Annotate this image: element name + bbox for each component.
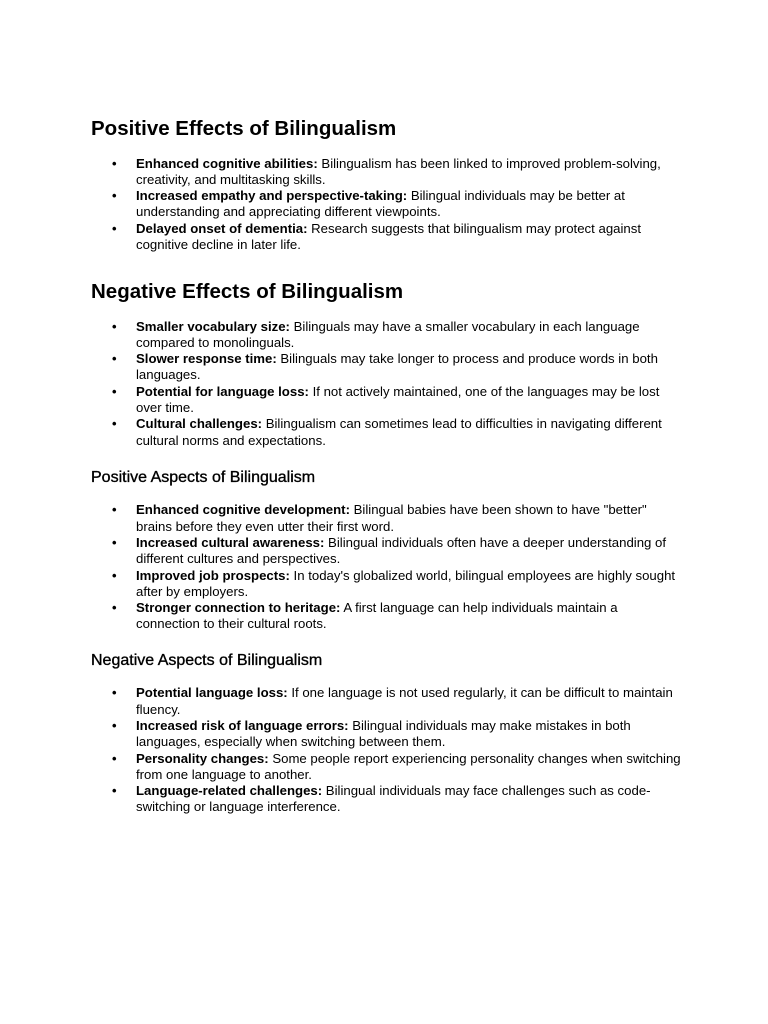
item-text: Bilingual individuals may be better at understanding and appreciating different viewpoints. bbox=[136, 188, 625, 220]
item-text: In today's globalized world, bilingual employees are highly sought after by employers. bbox=[136, 567, 676, 599]
section-negative-effects bbox=[91, 280, 691, 449]
item-term: Stronger connection to heritage: bbox=[136, 600, 341, 616]
list-item bbox=[91, 319, 681, 352]
item-term: Language-related challenges: bbox=[136, 783, 323, 799]
list-item bbox=[91, 221, 681, 254]
item-text: Bilinguals may have a smaller vocabulary in each language compared to monolinguals. bbox=[136, 318, 640, 350]
item-term: Personality changes: bbox=[136, 750, 269, 766]
item-term: Increased cultural awareness: bbox=[136, 534, 325, 550]
list-item bbox=[91, 502, 681, 535]
section-heading: Negative Aspects of Bilingualism bbox=[91, 652, 323, 669]
list-item bbox=[91, 751, 681, 784]
list-item bbox=[91, 384, 681, 417]
list-item bbox=[91, 535, 681, 568]
item-term: Slower response time: bbox=[136, 351, 277, 367]
list-item bbox=[91, 156, 681, 189]
item-text: If not actively maintained, one of the languages may be lost over time. bbox=[136, 383, 660, 416]
list-item bbox=[91, 568, 681, 601]
item-text: If one language is not used regularly, it can be difficult to maintain fluency. bbox=[136, 685, 673, 717]
section-heading: Positive Effects of Bilingualism bbox=[91, 117, 397, 140]
item-term: Increased risk of language errors: bbox=[136, 717, 349, 733]
item-text: Bilingualism has been linked to improved problem-solving, creativity, and multitasking skills. bbox=[136, 155, 661, 187]
item-text: Bilingual individuals may make mistakes in both languages, especially when switching between them. bbox=[136, 717, 631, 750]
item-term: Improved job prospects: bbox=[136, 567, 290, 583]
list-item bbox=[91, 188, 681, 221]
item-text: Bilingualism can sometimes lead to difficulties in navigating different cultural norms and expectations. bbox=[136, 416, 662, 448]
section-negative-aspects bbox=[91, 652, 691, 816]
item-term: Potential for language loss: bbox=[136, 383, 309, 399]
item-term: Delayed onset of dementia: bbox=[136, 220, 308, 236]
list-item bbox=[91, 718, 681, 751]
item-term: Cultural challenges: bbox=[136, 416, 263, 432]
list-item bbox=[91, 783, 681, 816]
list-item bbox=[91, 351, 681, 384]
item-text: Research suggests that bilingualism may protect against cognitive decline in later life. bbox=[136, 220, 642, 253]
item-text: Bilinguals may take longer to process and produce words in both languages. bbox=[136, 351, 658, 383]
section-heading: Positive Aspects of Bilingualism bbox=[91, 469, 316, 486]
item-text: Some people report experiencing personality changes when switching from one language to another. bbox=[136, 750, 681, 782]
item-term: Potential language loss: bbox=[136, 685, 288, 701]
item-text: Bilingual babies have been shown to have "better" brains before they even utter their first word. bbox=[136, 502, 647, 534]
list-item bbox=[91, 685, 681, 718]
item-text: A first language can help individuals maintain a connection to their cultural roots. bbox=[136, 600, 618, 632]
item-term: Enhanced cognitive development: bbox=[136, 502, 350, 518]
bullet-list bbox=[91, 319, 691, 449]
bullet-list bbox=[91, 502, 691, 632]
section-positive-effects bbox=[91, 117, 691, 253]
list-item bbox=[91, 416, 681, 449]
item-text: Bilingual individuals may face challenges such as code-switching or language interference. bbox=[136, 783, 651, 815]
bullet-list bbox=[91, 685, 691, 815]
section-positive-aspects bbox=[91, 469, 691, 633]
item-text: Bilingual individuals often have a deeper understanding of different cultures and perspectives. bbox=[136, 534, 667, 567]
list-item bbox=[91, 600, 681, 633]
item-term: Enhanced cognitive abilities: bbox=[136, 155, 318, 171]
item-term: Smaller vocabulary size: bbox=[136, 318, 290, 334]
bullet-list bbox=[91, 156, 691, 254]
item-term: Increased empathy and perspective-taking: bbox=[136, 188, 408, 204]
section-heading: Negative Effects of Bilingualism bbox=[91, 280, 404, 303]
